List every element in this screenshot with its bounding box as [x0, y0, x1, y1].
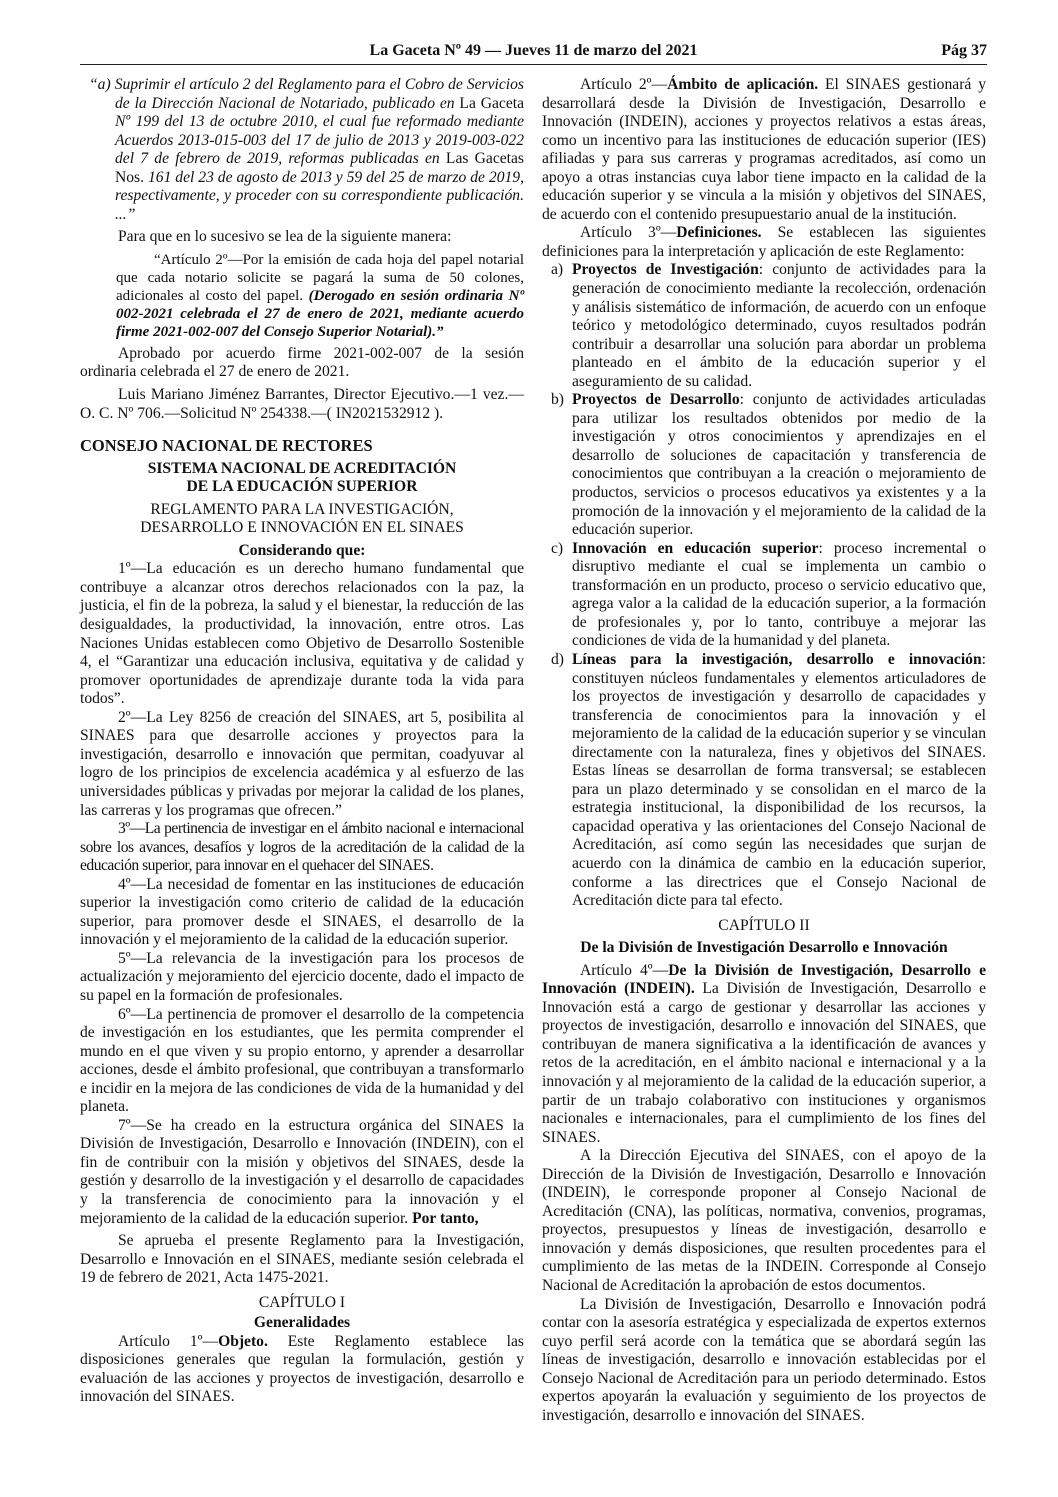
right-column [542, 76, 986, 1425]
asesoria-paragraph: La División de Investigación, Desarrollo e Innovación podrá contar con la asesoría estratégica y especializada de expertos externos cuyo perfil será acorde con la temática que se abordará según las líneas de investigación, desarrollo e innovación establecidas por el Consejo Nacional de Acreditación para un periodo determinado. Estos expertos apoyarán la evaluación y seguimiento de los proyectos de investigación, desarrollo e innovación del SINAES. [542, 1295, 986, 1424]
chapter-2-heading: CAPÍTULO II [718, 916, 810, 934]
aprueba-text: Se aprueba el presente Reglamento para la Investigación, Desarrollo e Innovación en el SINAES, mediante sesión celebrada el 19 de febrero de 2021, Acta 1475-2021. [80, 1232, 524, 1287]
quoted-amendment: “a) Suprimir el artículo 2 del Reglamento para el Cobro de Servicios de la Dirección Nacional de Notariado, publicado en La Gaceta Nº 199 del 13 de octubre 2010, el cual fue reformado mediante Acuerdos 2013-015-003 del 17 de julio de 2013 y 2019-003-022 del 7 de febrero de 2019, reformas publicadas en Las Gacetas Nos. 161 del 23 de agosto de 2013 y 59 del 25 de marzo de 2019, respectivamente, y proceder con su correspondiente publicación. ...” [89, 76, 525, 223]
section-heading-conare: CONSEJO NACIONAL DE RECTORES [80, 436, 373, 456]
article-3: Artículo 3º—Definiciones. Se establecen las siguientes definiciones para la interpretación y aplicación de este Reglamento: [542, 224, 987, 260]
sinaes-title-2: DE LA EDUCACIÓN SUPERIOR [186, 478, 418, 496]
para-lea: Para que en lo sucesivo se lea de la siguiente manera: [118, 228, 452, 246]
reglamento-title-2: DESARROLLO E INNOVACIÓN EN EL SINAES [140, 519, 464, 537]
sinaes-title-1: SISTEMA NACIONAL DE ACREDITACIÓN [147, 459, 457, 477]
article-2: Artículo 2º—Ámbito de aplicación. El SINAES gestionará y desarrollará desde la División de Investigación, Desarrollo e Innovación (INDEIN), acciones y proyectos relativos a estas áreas, como un incentivo para las instituciones de educación superior (IES) afiliadas y para sus carreras y programas acreditados, así como un apoyo a otras instancias cuya labor tiene impacto en la calidad de la educación superior y se vincula a la misión y objetivos del SINAES, de acuerdo con el contenido presupuestario anual de la institución. [542, 76, 986, 223]
article-2-quote: “Artículo 2º—Por la emisión de cada hoja del papel notarial que cada notario solicite se pagará la suma de 50 colones, adicionales al costo del papel. (Derogado en sesión ordinaria Nº 002-2021 celebrada el 27 de enero de 2021, mediante acuerdo firme 2021-002-007 del Consejo Superior Notarial).” [116, 251, 524, 340]
page-number: Pág 37 [941, 42, 987, 59]
definition-item: b) Proyectos de Desarrollo: conjunto de actividades articuladas para utilizar los resultados obtenidos por medio de la investigación y otros conocimientos y aprendizajes en el desarrollo de soluciones de capacitación y transferencia de conocimientos que contribuyan a la creación o mejoramiento de productos, servicios o procesos educativos ya existentes y a la promoción de la innovación y el mejoramiento de la calidad de la educación superior. [551, 391, 986, 539]
page-header [80, 42, 987, 65]
definition-item: c) Innovación en educación superior: proceso incremental o disruptivo mediante el cual se implementa un cambio o transformación en un producto, proceso o servicio educativo que, agrega valor a la calidad de la educación superior, a la formación de profesionales y, por lo tanto, contribuye a mejorar las condiciones de vida de la humanidad y del planeta. [551, 539, 986, 650]
division-heading: De la División de Investigación Desarrollo e Innovación [580, 939, 948, 957]
article-1: Artículo 1º—Objeto. Este Reglamento establece las disposiciones generales que regulan la formulación, gestión y evaluación de las acciones y proyectos de investigación, desarrollo e innovación del SINAES. [80, 1332, 524, 1406]
article-4: Artículo 4º—De la División de Investigación, Desarrollo e Innovación (INDEIN). La División de Investigación, Desarrollo e Innovación está a cargo de gestionar y desarrollar las acciones y proyectos de investigación, desarrollo e innovación del SINAES, que contribuyan de manera significativa a la identificación de avances y retos de la acreditación, en el ámbito nacional e internacional y a la innovación y al mejoramiento de la calidad de la educación superior, a partir de un trabajo colaborativo con instituciones y organismos nacionales e internacionales, para el cumplimiento de los fines del SINAES. [542, 961, 986, 1146]
considerando-4: 4º—La necesidad de fomentar en las instituciones de educación superior la investigación como criterio de calidad de la educación superior, para promover desde el SINAES, el desarrollo de la innovación y el mejoramiento de la calidad de la educación superior. [80, 875, 524, 949]
reglamento-title-1: REGLAMENTO PARA LA INVESTIGACIÓN, [150, 500, 454, 518]
considerando-6: 6º—La pertinencia de promover el desarrollo de la competencia de investigación en los estudiantes, que les permita comprender el mundo en el que viven y su propio entorno, y aprender a desarrollar acciones, desde el ámbito profesional, que contribuyan a transformarlo e incidir en la mejora de las condiciones de vida de la humanidad y del planeta. [80, 1005, 524, 1116]
direccion-paragraph: A la Dirección Ejecutiva del SINAES, con el apoyo de la Dirección de la División de Investigación, Desarrollo e Innovación (INDEIN), le corresponde proponer al Consejo Nacional de Acreditación (CNA), las políticas, normativa, convenios, programas, proyectos, presupuestos y líneas de investigación, desarrollo e innovación y demás disposiciones, que resulten procedentes para el cumplimiento de las metas de la INDEIN. Corresponde al Consejo Nacional de Acreditación la aprobación de estos documentos. [542, 1147, 986, 1294]
considerando-5: 5º—La relevancia de la investigación para los procesos de actualización y mejoramiento del ejercicio docente, dado el impacto de su papel en la formación de profesionales. [80, 949, 524, 1004]
considerando-1: 1º—La educación es un derecho humano fundamental que contribuye a alcanzar otros derechos relacionados con la paz, la justicia, el fin de la pobreza, la salud y el bienestar, la reducción de las desigualdades, la productividad, la innovación, entre otros. Las Naciones Unidas establecen como Objetivo de Desarrollo Sostenible 4, el “Garantizar una educación inclusiva, equitativa y de calidad y promover oportunidades de aprendizaje durante toda la vida para todos”. [80, 560, 524, 708]
signature-line: Luis Mariano Jiménez Barrantes, Director Ejecutivo.—1 vez.—O. C. Nº 706.—Solicitud Nº 254338.—( IN2021532912 ). [80, 386, 524, 422]
definition-item: d) Líneas para la investigación, desarrollo e innovación: constituyen núcleos fundamentales y elementos articuladores de los proyectos de investigación y desarrollo de capacidades y transferencia de conocimientos para la innovación y el mejoramiento de la calidad de la educación superior y se vinculan directamente con la naturaleza, fines y objetivos del SINAES. Estas líneas se desarrollan de forma transversal; se establecen para un plazo determinado y se consolidan en el marco de la estrategia institucional, la disponibilidad de los recursos, la capacidad operativa y las orientaciones del Consejo Nacional de Acreditación, así como según las necesidades que surjan de acuerdo con la dinámica de cambio en la educación superior, conforme a las directrices que el Consejo Nacional de Acreditación dicte para tal efecto. [551, 650, 986, 910]
left-column [80, 76, 524, 1407]
definition-item: a) Proyectos de Investigación: conjunto de actividades para la generación de conocimiento mediante la recolección, ordenación y análisis sistemático de información, de acuerdo con un enfoque teórico y metodológico determinado, cuyos resultados podrán contribuir a desarrollar una solución para abordar un problema planteado en el ámbito de la educación superior y el aseguramiento de su calidad. [551, 261, 987, 390]
considerando-7: 7º—Se ha creado en la estructura orgánica del SINAES la División de Investigación, Desarrollo e Innovación (INDEIN), con el fin de contribuir con la misión y objetivos del SINAES, desde la gestión y desarrollo de la investigación y el desarrollo de capacidades y la transferencia de conocimiento para la innovación y el mejoramiento de la calidad de la educación superior. Por tanto, [80, 1116, 524, 1227]
gazette-title: La Gaceta Nº 49 — Jueves 11 de marzo del 2021 [369, 42, 698, 59]
generalidades-heading: Generalidades [253, 1314, 351, 1332]
considerando-3: 3º—La pertinencia de investigar en el ámbito nacional e internacional sobre los avances, desafíos y logros de la acreditación de la calidad de la educación superior, para innovar en el quehacer del SINAES. [80, 820, 524, 875]
chapter-1-heading: CAPÍTULO I [258, 1293, 346, 1311]
considerando-heading: Considerando que: [238, 541, 366, 559]
aprobado-text: Aprobado por acuerdo firme 2021-002-007 de la sesión ordinaria celebrada el 27 de enero de 2021. [80, 344, 524, 381]
considerando-2: 2º—La Ley 8256 de creación del SINAES, art 5, posibilita al SINAES para que desarrolle acciones y proyectos para la investigación, desarrollo e innovación que permitan, coadyuvar al logro de los principios de excelencia académica y al esfuerzo de las universidades públicas y privadas por mejorar la calidad de los planes, las carreras y los programas que ofrecen.” [80, 708, 524, 819]
